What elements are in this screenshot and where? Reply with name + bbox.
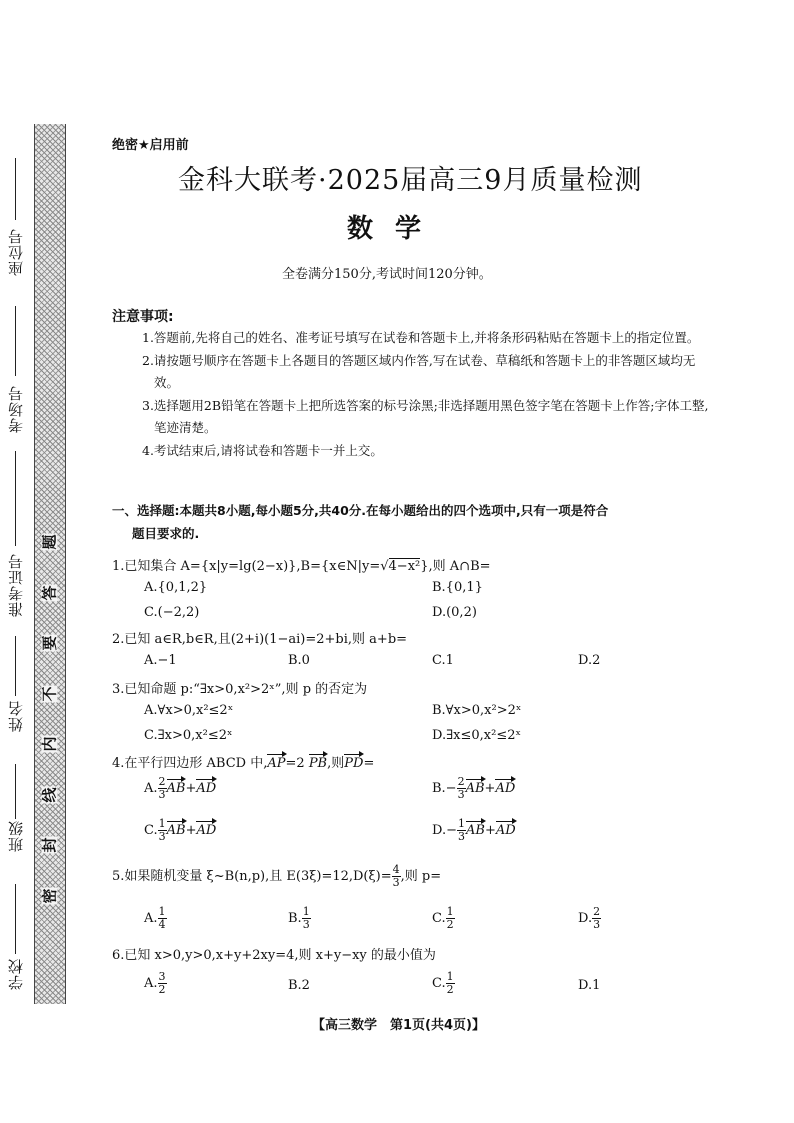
fraction <box>592 906 601 931</box>
field-label: 座位号 <box>6 228 25 276</box>
fraction <box>392 864 401 889</box>
stem-part: ,则 <box>327 756 345 771</box>
denominator: 2 <box>446 983 454 996</box>
option-d: D.∃x≤0,x²≤2ˣ <box>432 728 521 743</box>
option-b: B.{0,1} <box>432 580 483 595</box>
option-label: D. <box>578 911 593 926</box>
fraction <box>302 906 311 931</box>
option-d: D.(0,2) <box>432 605 477 620</box>
option-d <box>578 906 601 931</box>
note-item: 1.答题前,先将自己的姓名、准考证号填写在试卷和答题卡上,并将条形码粘贴在答题卡上的指定位置。 <box>142 330 700 345</box>
vector-pd: PD <box>344 756 364 771</box>
fraction <box>158 906 167 931</box>
note-item: 4.考试结束后,请将试卷和答题卡一并上交。 <box>142 442 383 458</box>
plus-sign: + <box>484 781 496 796</box>
seat-number-field <box>0 228 30 276</box>
numerator: 1 <box>158 817 166 830</box>
option-b <box>288 906 311 931</box>
fraction <box>158 776 167 801</box>
field-label: 姓名 <box>6 700 25 732</box>
question-stem: },则 A∩B= <box>420 559 491 574</box>
vector-ad: AD <box>196 781 217 796</box>
field-line <box>15 306 16 376</box>
confidential-mark: 绝密★启用前 <box>112 138 189 153</box>
numerator: 1 <box>446 970 454 983</box>
option-label: D.− <box>432 823 457 838</box>
option-b: B.2 <box>288 978 310 993</box>
question-5 <box>112 864 441 889</box>
vector-ab: AB <box>465 781 485 796</box>
fraction <box>457 776 466 801</box>
stem-part: =2 <box>285 756 305 771</box>
question-3: 3.已知命题 p:“∃x>0,x²>2ˣ”,则 p 的否定为 <box>112 682 368 697</box>
option-b: B.0 <box>288 653 310 668</box>
denominator: 3 <box>158 830 166 843</box>
seal-char: 封 <box>40 837 59 853</box>
field-line <box>15 158 16 220</box>
option-a: A.{0,1,2} <box>144 580 208 595</box>
fraction <box>158 971 167 996</box>
option-label: C. <box>432 976 446 991</box>
page-footer: 【高三数学 第1页(共4页)】 <box>312 1018 485 1033</box>
denominator: 3 <box>457 788 465 801</box>
fraction <box>158 818 167 843</box>
option-label: A. <box>144 976 158 991</box>
field-line <box>15 451 16 546</box>
option-d: D.1 <box>578 978 601 993</box>
denominator: 2 <box>446 918 454 931</box>
note-item: 3.选择题用2B铅笔在答题卡上把所选答案的标号涂黑;非选择题用黑色签字笔在答题卡上作答;字体工整,笔迹清楚。 <box>142 397 709 435</box>
option-c: C.(−2,2) <box>144 605 200 620</box>
question-6: 6.已知 x>0,y>0,x+y+2xy=4,则 x+y−xy 的最小值为 <box>112 948 436 963</box>
denominator: 3 <box>392 876 400 889</box>
numerator: 2 <box>593 905 601 918</box>
option-b <box>432 776 515 801</box>
option-c: C.∃x>0,x²≤2ˣ <box>144 728 233 743</box>
name-field <box>0 700 30 732</box>
field-label: 准考证号 <box>6 553 25 617</box>
vector-ab: AB <box>166 781 186 796</box>
question-1 <box>112 555 491 574</box>
numerator: 1 <box>158 905 166 918</box>
radicand: 4−x² <box>388 559 421 574</box>
field-label: 学校 <box>6 958 25 990</box>
numerator: 3 <box>158 970 166 983</box>
notes-heading: 注意事项: <box>112 309 174 325</box>
seal-char: 要 <box>40 635 59 651</box>
option-label: B. <box>288 911 302 926</box>
vector-pb: PB <box>308 756 328 771</box>
numerator: 1 <box>446 905 454 918</box>
option-c <box>432 906 455 931</box>
option-b: B.∀x>0,x²>2ˣ <box>432 703 522 718</box>
option-label: A. <box>144 781 158 796</box>
seal-char: 答 <box>40 585 59 601</box>
plus-sign: + <box>185 823 197 838</box>
denominator: 3 <box>158 788 166 801</box>
option-label: B.− <box>432 781 457 796</box>
option-a <box>144 906 167 931</box>
vector-ad: AD <box>495 823 516 838</box>
option-d: D.2 <box>578 653 601 668</box>
plus-sign: + <box>185 781 197 796</box>
section-line: 题目要求的. <box>132 526 200 541</box>
school-field <box>0 958 30 990</box>
numerator: 1 <box>457 817 465 830</box>
seal-char: 内 <box>40 736 59 752</box>
numerator: 2 <box>158 775 166 788</box>
option-label: A. <box>144 911 158 926</box>
binding-fields <box>0 0 32 1123</box>
notes-list <box>142 327 710 462</box>
option-c <box>432 971 455 996</box>
seal-char: 题 <box>40 534 59 550</box>
option-d <box>432 818 516 843</box>
subject-title: 数学 <box>347 214 444 244</box>
seal-strip <box>34 124 66 1004</box>
denominator: 3 <box>593 918 601 931</box>
option-a: A.−1 <box>144 653 177 668</box>
seal-char: 密 <box>40 888 59 904</box>
field-label: 班级 <box>6 820 25 852</box>
note-item: 2.请按题号顺序在答题卡上各题目的答题区域内作答,写在试卷、草稿纸和答题卡上的非答题区域均无效。 <box>142 352 696 390</box>
option-a <box>144 971 167 996</box>
vector-ad: AD <box>495 781 516 796</box>
option-a: A.∀x>0,x²≤2ˣ <box>144 703 234 718</box>
denominator: 2 <box>158 983 166 996</box>
section-heading <box>112 499 707 545</box>
denominator: 3 <box>302 918 310 931</box>
plus-sign: + <box>484 823 496 838</box>
exam-info: 全卷满分150分,考试时间120分钟。 <box>282 267 492 282</box>
seal-char: 线 <box>40 787 59 803</box>
fraction <box>457 818 466 843</box>
option-c: C.1 <box>432 653 454 668</box>
numerator: 1 <box>302 905 310 918</box>
seal-text <box>35 534 65 904</box>
fraction <box>446 906 455 931</box>
class-field <box>0 820 30 852</box>
option-c <box>144 818 216 843</box>
numerator: 2 <box>457 775 465 788</box>
option-label: C. <box>144 823 158 838</box>
page-title: 金科大联考·2025届高三9月质量检测 <box>178 165 643 196</box>
seal-char: 不 <box>40 686 59 702</box>
field-line <box>15 764 16 819</box>
field-line <box>15 884 16 954</box>
vector-ab: AB <box>465 823 485 838</box>
field-label: 考场号 <box>6 385 25 433</box>
sqrt-icon: √ <box>380 559 389 574</box>
field-line <box>15 636 16 696</box>
option-a <box>144 776 216 801</box>
vector-ad: AD <box>196 823 217 838</box>
section-line: 一、选择题:本题共8小题,每小题5分,共40分.在每小题给出的四个选项中,只有一项是符合 <box>112 503 609 518</box>
option-label: C. <box>432 911 446 926</box>
question-stem: ,则 p= <box>400 869 442 884</box>
question-4 <box>112 752 374 771</box>
denominator: 4 <box>158 918 166 931</box>
denominator: 3 <box>457 830 465 843</box>
question-stem: 1.已知集合 A={x|y=lg(2−x)},B={x∈N|y= <box>112 559 381 574</box>
numerator: 4 <box>392 863 400 876</box>
question-stem: 4.在平行四边形 ABCD 中, <box>112 756 268 771</box>
exam-room-field <box>0 385 30 433</box>
vector-ab: AB <box>166 823 186 838</box>
stem-part: = <box>363 756 375 771</box>
question-stem: 5.如果随机变量 ξ~B(n,p),且 E(3ξ)=12,D(ξ)= <box>112 869 392 884</box>
question-2: 2.已知 a∈R,b∈R,且(2+i)(1−ai)=2+bi,则 a+b= <box>112 632 408 647</box>
fraction <box>446 971 455 996</box>
vector-ap: AP <box>267 756 286 771</box>
admission-number-field <box>0 553 30 617</box>
